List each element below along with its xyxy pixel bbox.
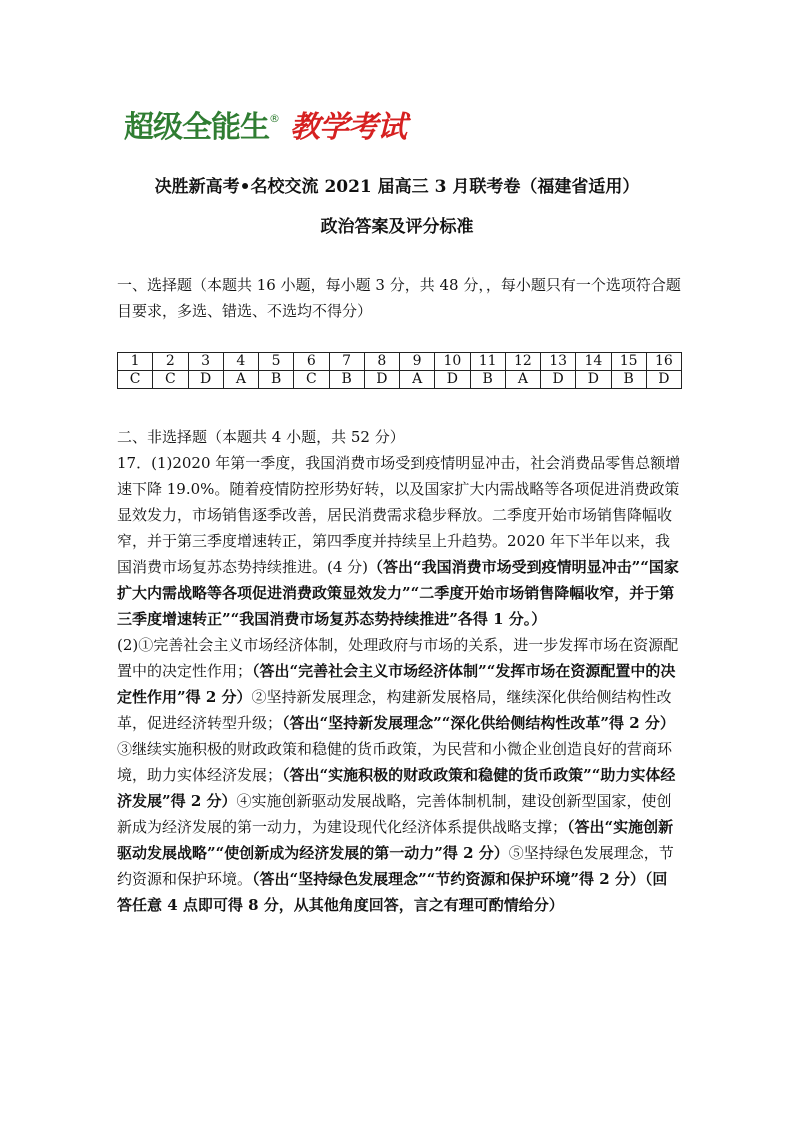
q17-part2: [117, 632, 682, 918]
q17-part2-point1-scoring: （答出“完善社会主义市场经济体制”“发挥市场在资源配置中的决定性作用”得 2 分）: [117, 662, 676, 706]
section1-heading: 一、选择题（本题共 16 小题，每小题 3 分，共 48 分，，每小题只有一个选项符合题目要求，多选、错选、不选均不得分）: [117, 276, 681, 320]
question-number: 9: [400, 353, 435, 371]
question-number: 14: [576, 353, 611, 371]
answer-cell: D: [188, 371, 223, 389]
answer-table-answers-row: [118, 371, 682, 389]
q17-part1-answer: 17．(1)2020 年第一季度，我国消费市场受到疫情明显冲击，社会消费品零售总额增速下降 19.0%。随着疫情防控形势好转，以及国家扩大内需战略等各项促进消费政策显效发力，市场销售逐季改善，居民消费需求稳步释放。二季度开始市场销售降幅收窄，并于第三季度增速转正，第四季度并持续呈上升趋势。2020 年下半年以来，我国消费市场复苏态势持续推进。(4 分): [117, 454, 681, 576]
answer-cell: C: [294, 371, 329, 389]
q17-part2-point2-scoring: （答出“坚持新发展理念”“深化供给侧结构性改革”得 2 分）: [282, 714, 675, 732]
section2-heading: 二、非选择题（本题共 4 小题，共 52 分）: [117, 428, 405, 446]
document-subtitle: 政治答案及评分标准: [320, 217, 474, 237]
answer-cell: C: [118, 371, 153, 389]
question-number: 6: [294, 353, 329, 371]
answer-cell: B: [470, 371, 505, 389]
q17-part2-point4-scoring: （答出“实施创新驱动发展战略”“使创新成为经济发展的第一动力”得 2 分）: [117, 818, 674, 862]
q17-part1-scoring: （答出“我国消费市场受到疫情明显冲击”“国家扩大内需战略等各项促进消费政策显效发力”“二季度开始市场销售降幅收窄，并于第三季度增速转正”“我国消费市场复苏态势持续推进”各得 1 分。）: [117, 558, 679, 628]
answer-cell: A: [505, 371, 540, 389]
q17-part2-point5: ⑤坚持绿色发展理念，节约资源和保护环境。: [117, 844, 674, 888]
answer-cell: A: [400, 371, 435, 389]
q17-part2-point2: ②坚持新发展理念，构建新发展格局，继续深化供给侧结构性改革，促进经济转型升级；: [117, 688, 672, 732]
document-title: 决胜新高考•名校交流 2021 届高三 3 月联考卷（福建省适用）: [154, 177, 640, 197]
question-number: 1: [118, 353, 153, 371]
answer-cell: B: [259, 371, 294, 389]
answer-cell: D: [541, 371, 576, 389]
brand-logo: [124, 108, 406, 148]
q17-part2-point3: ③继续实施积极的财政政策和稳健的货币政策，为民营和小微企业创造良好的营商环境，助力实体经济发展；: [117, 740, 673, 784]
q17-part2-point1: (2)①完善社会主义市场经济体制，处理政府与市场的关系，进一步发挥市场在资源配置中的决定性作用；: [117, 636, 679, 680]
logo-text-secondary: 教学考试: [290, 110, 406, 145]
q17-part2-point5-scoring: （答出“坚持绿色发展理念”“节约资源和保护环境”得 2 分）（回答任意 4 点即可得 8 分，从其他角度回答，言之有理可酌情给分）: [117, 870, 668, 914]
q17-part2-point4: ④实施创新驱动发展战略，完善体制机制，建设创新型国家，使创新成为经济发展的第一动力，为建设现代化经济体系提供战略支撑；: [117, 792, 672, 836]
question-number: 12: [505, 353, 540, 371]
answer-cell: B: [611, 371, 646, 389]
question-number: 15: [611, 353, 646, 371]
question-number: 7: [329, 353, 364, 371]
answer-cell: B: [329, 371, 364, 389]
question-number: 4: [223, 353, 258, 371]
question-number: 5: [259, 353, 294, 371]
question-number: 13: [541, 353, 576, 371]
question-number: 10: [435, 353, 470, 371]
question-number: 8: [364, 353, 399, 371]
question-17-answer: [117, 450, 682, 918]
answer-cell: D: [576, 371, 611, 389]
answer-cell: C: [153, 371, 188, 389]
answer-cell: D: [646, 371, 681, 389]
answer-cell: D: [435, 371, 470, 389]
question-number: 11: [470, 353, 505, 371]
answer-cell: A: [223, 371, 258, 389]
question-number: 16: [646, 353, 681, 371]
answer-table: [117, 352, 682, 389]
answer-cell: D: [364, 371, 399, 389]
question-number: 3: [188, 353, 223, 371]
question-number: 2: [153, 353, 188, 371]
q17-part2-point3-scoring: （答出“实施积极的财政政策和稳健的货币政策”“助力实体经济发展”得 2 分）: [117, 766, 676, 810]
logo-text-primary: 超级全能生: [124, 110, 269, 145]
q17-part1: [117, 450, 682, 632]
registered-mark: ®: [269, 112, 280, 125]
answer-table-numbers-row: [118, 353, 682, 371]
